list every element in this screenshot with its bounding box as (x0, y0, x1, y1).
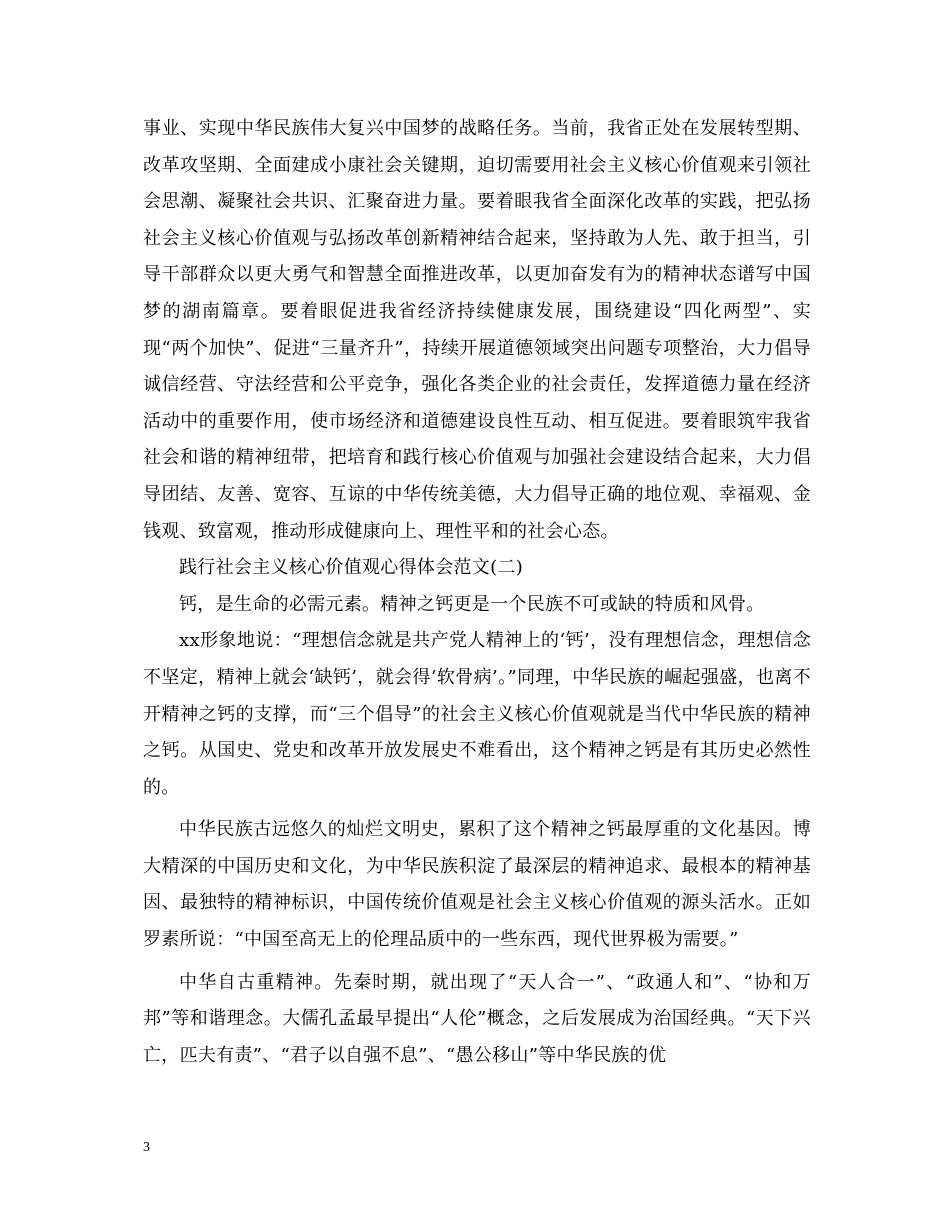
paragraph-continued: 事业、实现中华民族伟大复兴中国梦的战略任务。当前，我省正处在发展转型期、改革攻坚期、全面建成小康社会关键期，迫切需要用社会主义核心价值观来引领社会思潮、凝聚社会共识、汇聚奋进力量。要着眼我省全面深化改革的实践，把弘扬社会主义核心价值观与弘扬改革创新精神结合起来，坚持敢为人先、敢于担当，引导干部群众以更大勇气和智慧全面推进改革，以更加奋发有为的精神状态谱写中国梦的湖南篇章。要着眼促进我省经济持续健康发展，围绕建设“四化两型”、实现“两个加快”、促进“三量齐升”，持续开展道德领域突出问题专项整治，大力倡导诚信经营、守法经营和公平竞争，强化各类企业的社会责任，发挥道德力量在经济活动中的重要作用，使市场经济和道德建设良性互动、相互促进。要着眼筑牢我省社会和谐的精神纽带，把培育和践行核心价值观与加强社会建设结合起来，大力倡导团结、友善、宽容、互谅的中华传统美德，大力倡导正确的地位观、幸福观、金钱观、致富观，推动形成健康向上、理性平和的社会心态。 (143, 118, 811, 542)
section-heading: 践行社会主义核心价值观心得体会范文(二) (179, 557, 524, 579)
page-number: 3 (143, 1140, 150, 1155)
paragraph: 中华民族古远悠久的灿烂文明史，累积了这个精神之钙最厚重的文化基因。博大精深的中国历史和文化，为中华民族积淀了最深层的精神追求、最根本的精神基因、最独特的精神标识，中国传统价值观是社会主义核心价值观的源头活水。正如罗素所说：“中国至高无上的伦理品质中的一些东西，现代世界极为需要。” (143, 819, 811, 951)
paragraph: 中华自古重精神。先秦时期，就出现了“天人合一”、“政通人和”、“协和万邦”等和谐理念。大儒孔孟最早提出“人伦”概念，之后发展成为治国经典。“天下兴亡，匹夫有责”、“君子以自强不息”、“愚公移山”等中华民族的优 (143, 971, 811, 1066)
paragraph: xx形象地说：“理想信念就是共产党人精神上的‘钙’，没有理想信念，理想信念不坚定，精神上就会‘缺钙’，就会得‘软骨病’。”同理，中华民族的崛起强盛，也离不开精神之钙的支撑，而“三个倡导”的社会主义核心价值观就是当代中华民族的精神之钙。从国史、党史和改革开放发展史不难看出，这个精神之钙是有其历史必然性的。 (143, 630, 811, 798)
paragraph: 钙，是生命的必需元素。精神之钙更是一个民族不可或缺的特质和风骨。 (179, 593, 765, 615)
document-body (143, 111, 811, 1074)
